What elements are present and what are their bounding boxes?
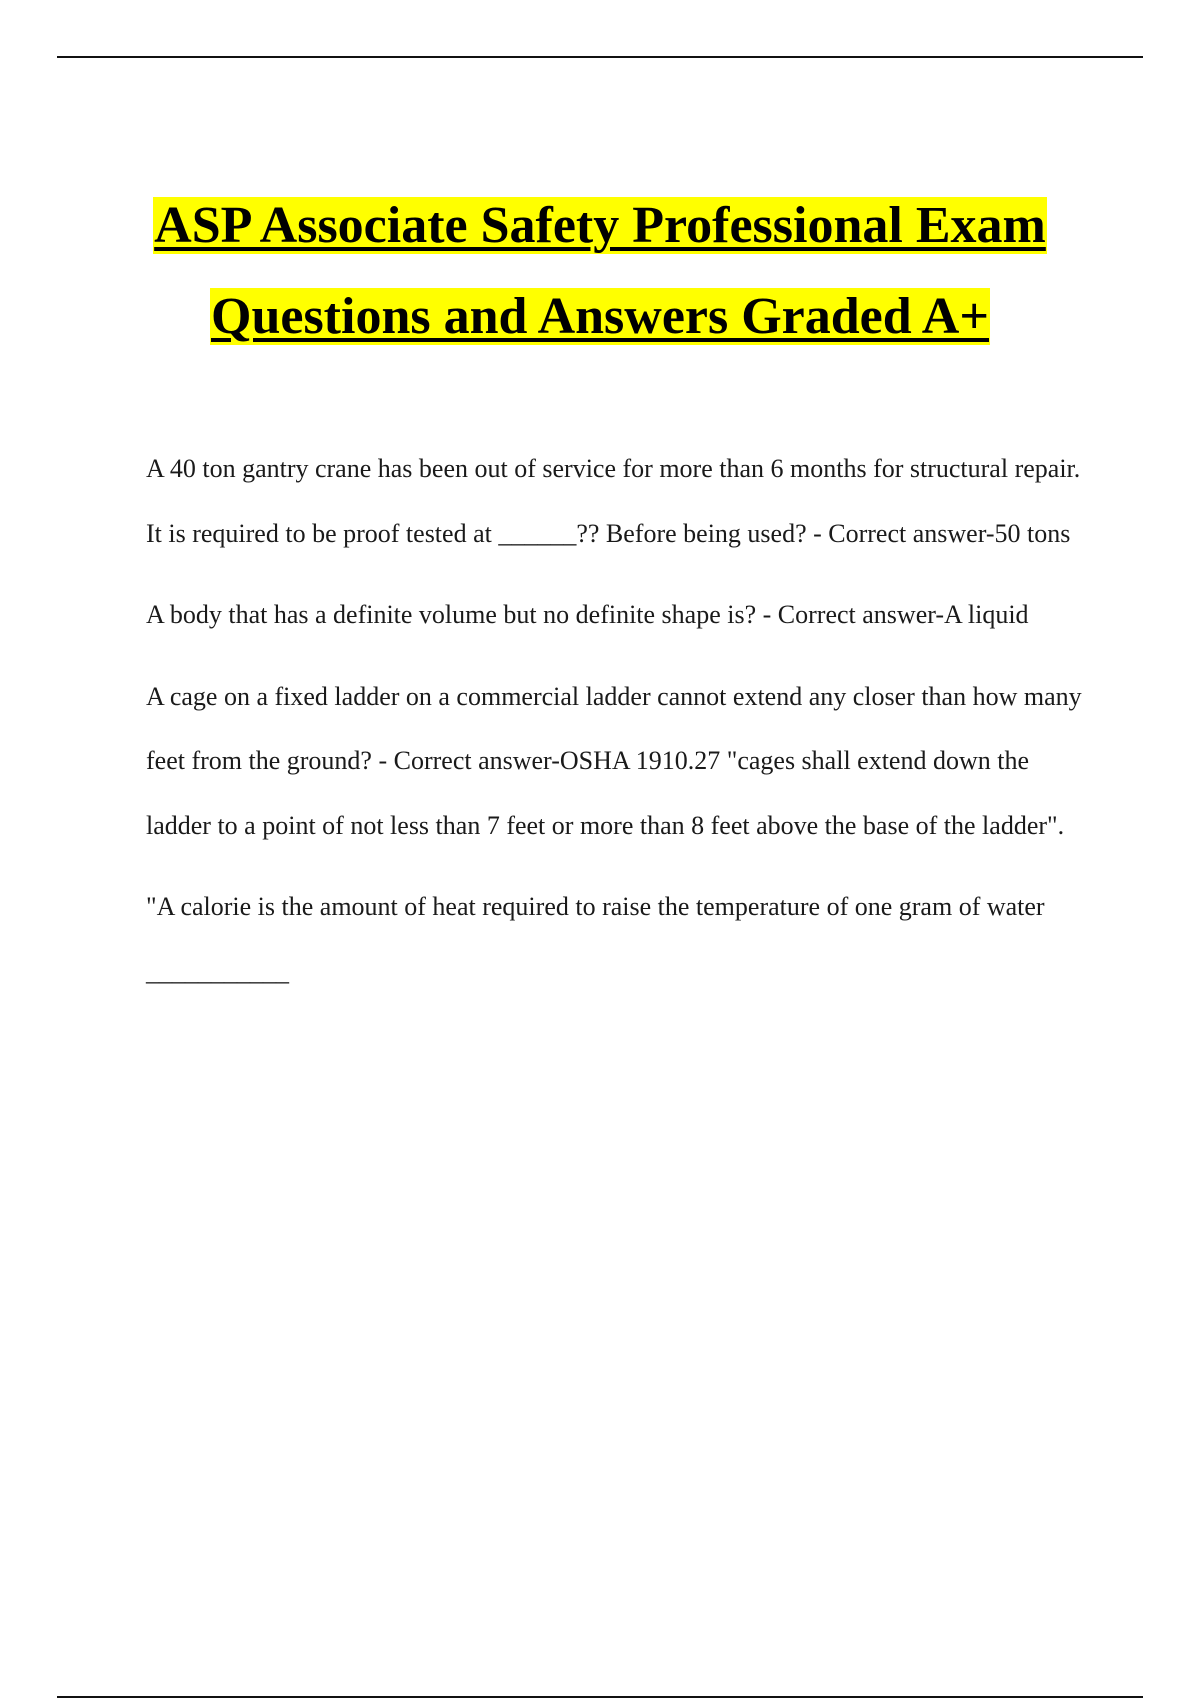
qa-item-ladder-cage: A cage on a fixed ladder on a commercial ladder cannot extend any closer than how many feet from the ground? - Correct answer-OSHA 1910.27 "cages shall extend down the ladder to a point of not less than 7 feet or more than 8 feet above the base of the ladder". [146, 681, 1082, 840]
bottom-rule [57, 1696, 1143, 1698]
qa-item-calorie: "A calorie is the amount of heat required to raise the temperature of one gram of water ___________ [146, 892, 1045, 986]
qa-item-crane: A 40 ton gantry crane has been out of service for more than 6 months for structural repair. It is required to be proof tested at ______?? Before being used? - Correct answer-50 tons [146, 454, 1081, 548]
title-line-2 [0, 271, 1200, 362]
title-text-1: ASP Associate Safety Professional Exam [154, 197, 1046, 254]
document-title [0, 180, 1200, 362]
qa-item-liquid: A body that has a definite volume but no definite shape is? - Correct answer-A liquid [146, 600, 1029, 629]
title-line-1 [0, 180, 1200, 271]
qa-list [146, 437, 1090, 1021]
title-text-2: Questions and Answers Graded A+ [211, 288, 989, 345]
top-rule [57, 56, 1143, 58]
